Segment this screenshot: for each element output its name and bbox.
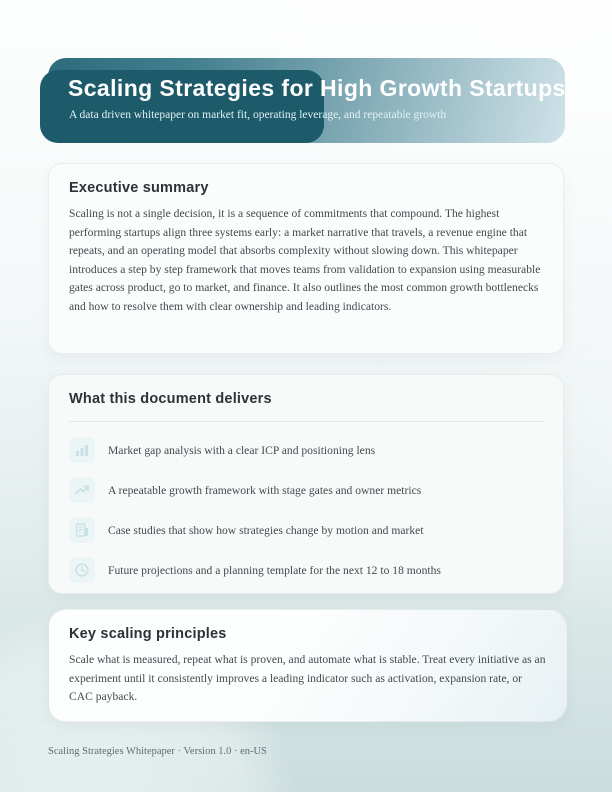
clock-icon [69, 557, 95, 583]
report-document-icon [69, 517, 95, 543]
principles-heading: Key scaling principles [69, 626, 227, 642]
deliverables-list [69, 430, 543, 590]
deliverables-heading: What this document delivers [69, 391, 272, 407]
list-item-label: Future projections and a planning template for the next 12 to 18 months [108, 563, 441, 577]
executive-summary-heading: Executive summary [69, 180, 209, 196]
heading-divider [69, 421, 543, 422]
header-banner [48, 58, 565, 143]
principles-card [48, 609, 567, 722]
deliverables-card [48, 374, 564, 594]
list-item [69, 430, 543, 470]
executive-summary-body: Scaling is not a single decision, it is a sequence of commitments that compound. The highest performing startups align three systems early: a market narrative that travels, a revenue engine that repeats, and an operating model that absorbs complexity without slowing down. This whitepaper introduces a step by step framework that moves teams from validation to expansion using measurable gates across product, go to market, and finance. It also outlines the most common growth bottlenecks and how to resolve them with clear ownership and leading indicators. [69, 207, 541, 313]
page-title: Scaling Strategies for High Growth Startups [68, 75, 566, 101]
list-item [69, 470, 543, 510]
footer-text: Scaling Strategies Whitepaper · Version 1.0 · en-US [48, 746, 267, 757]
page-subtitle: A data driven whitepaper on market fit, operating leverage, and repeatable growth [69, 109, 447, 121]
list-item-label: Market gap analysis with a clear ICP and positioning lens [108, 443, 376, 457]
list-item [69, 510, 543, 550]
list-item-label: Case studies that show how strategies change by motion and market [108, 523, 424, 537]
principles-body: Scale what is measured, repeat what is proven, and automate what is stable. Treat every initiative as an experiment until it consistently improves a leading indicator such as activation, expansion rate, or CAC payback. [69, 653, 546, 704]
trend-up-icon [69, 477, 95, 503]
list-item [69, 550, 543, 590]
executive-summary-card [48, 163, 564, 354]
bar-chart-icon [69, 437, 95, 463]
list-item-label: A repeatable growth framework with stage gates and owner metrics [108, 483, 422, 497]
